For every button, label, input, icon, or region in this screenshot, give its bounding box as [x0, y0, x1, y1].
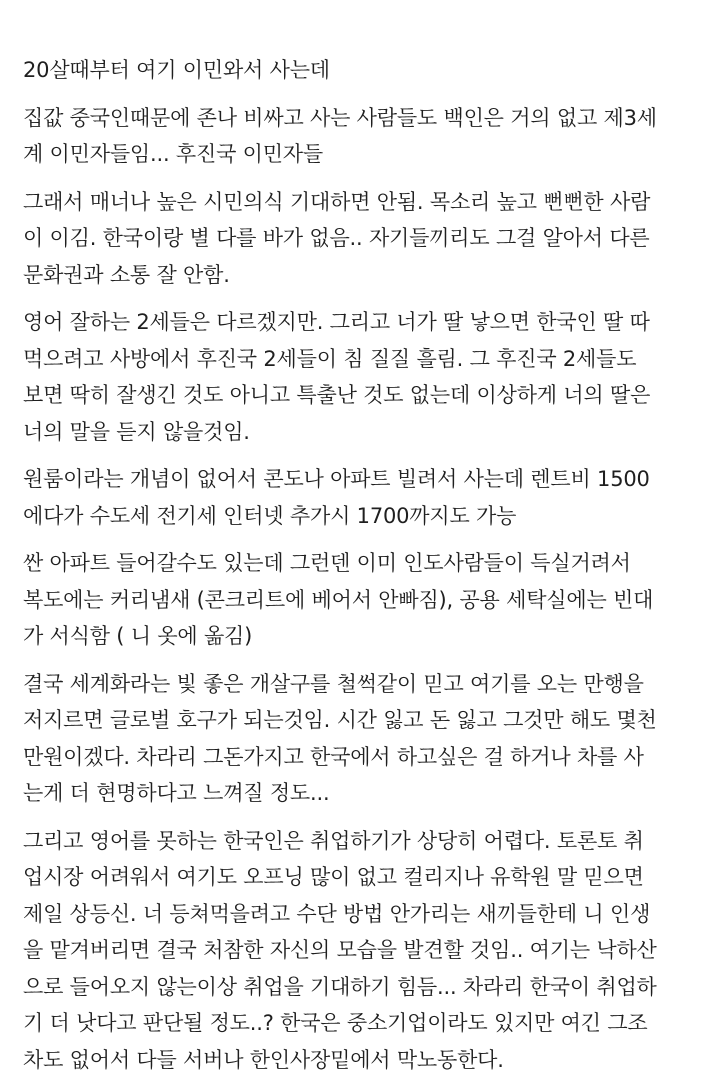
- text-line: 제일 상등신. 너 등쳐먹을려고 수단 방법 안가리는 새끼들한테 니 인생: [23, 896, 700, 933]
- text-line: 계 이민자들임... 후진국 이민자들: [23, 136, 700, 173]
- text-line: 업시장 어려워서 여기도 오프닝 많이 없고 컬리지나 유학원 말 믿으면: [23, 859, 700, 896]
- paragraph: [23, 52, 700, 89]
- paragraph: [23, 461, 700, 534]
- text-line: 저지르면 글로벌 호구가 되는것임. 시간 잃고 돈 잃고 그것만 해도 몇천: [23, 702, 700, 739]
- text-line: 에다가 수도세 전기세 인터넷 추가시 1700까지도 가능: [23, 498, 700, 535]
- paragraph: [23, 100, 700, 173]
- text-line: 그래서 매너나 높은 시민의식 기대하면 안됨. 목소리 높고 뻔뻔한 사람: [23, 184, 700, 221]
- paragraph: [23, 823, 700, 1078]
- text-line: 집값 중국인때문에 존나 비싸고 사는 사람들도 백인은 거의 없고 제3세: [23, 100, 700, 137]
- text-line: 을 맡겨버리면 결국 처참한 자신의 모습을 발견할 것임.. 여기는 낙하산: [23, 932, 700, 969]
- text-line: 너의 말을 듣지 않을것임.: [23, 414, 700, 451]
- text-line: 그리고 영어를 못하는 한국인은 취업하기가 상당히 어렵다. 토론토 취: [23, 823, 700, 860]
- text-line: 는게 더 현명하다고 느껴질 정도...: [23, 775, 700, 812]
- paragraph: [23, 304, 700, 450]
- paragraph: [23, 545, 700, 655]
- text-line: 보면 딱히 잘생긴 것도 아니고 특출난 것도 없는데 이상하게 너의 딸은: [23, 377, 700, 414]
- text-line: 기 더 낫다고 판단될 정도..? 한국은 중소기업이라도 있지만 여긴 그조: [23, 1005, 700, 1042]
- text-line: 복도에는 커리냄새 (콘크리트에 베어서 안빠짐), 공용 세탁실에는 빈대: [23, 582, 700, 619]
- text-line: 가 서식함 ( 니 옷에 옮김): [23, 618, 700, 655]
- text-line: 만원이겠다. 차라리 그돈가지고 한국에서 하고싶은 걸 하거나 차를 사: [23, 739, 700, 776]
- paragraph: [23, 184, 700, 294]
- text-line: 영어 잘하는 2세들은 다르겠지만. 그리고 너가 딸 낳으면 한국인 딸 따: [23, 304, 700, 341]
- text-line: 먹으려고 사방에서 후진국 2세들이 침 질질 흘림. 그 후진국 2세들도: [23, 341, 700, 378]
- text-line: 싼 아파트 들어갈수도 있는데 그런덴 이미 인도사람들이 득실거려서: [23, 545, 700, 582]
- text-line: 결국 세계화라는 빛 좋은 개살구를 철썩같이 믿고 여기를 오는 만행을: [23, 666, 700, 703]
- text-line: 20살때부터 여기 이민와서 사는데: [23, 52, 700, 89]
- text-line: 이 이김. 한국이랑 별 다를 바가 없음.. 자기들끼리도 그걸 알아서 다른: [23, 220, 700, 257]
- text-line: 원룸이라는 개념이 없어서 콘도나 아파트 빌려서 사는데 렌트비 1500: [23, 461, 700, 498]
- text-line: 문화권과 소통 잘 안함.: [23, 257, 700, 294]
- paragraph: [23, 666, 700, 812]
- text-line: 으로 들어오지 않는이상 취업을 기대하기 힘듬... 차라리 한국이 취업하: [23, 969, 700, 1006]
- text-line: 차도 없어서 다들 서버나 한인사장밑에서 막노동한다.: [23, 1042, 700, 1078]
